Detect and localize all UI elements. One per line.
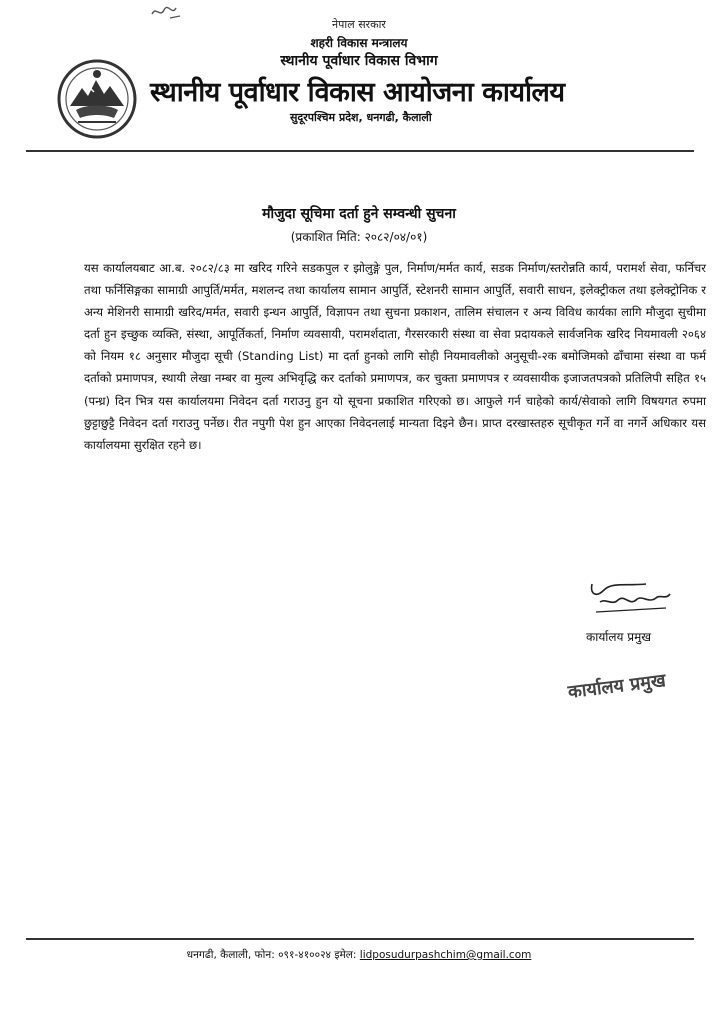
government-name: नेपाल सरकार — [332, 18, 386, 31]
published-date: (प्रकाशित मिति: २०८२/०४/०१) — [290, 230, 428, 244]
office-name: स्थानीय पूर्वाधार विकास आयोजना कार्यालय — [150, 77, 565, 108]
nepal-emblem-icon — [56, 58, 138, 140]
signatory-title: कार्यालय प्रमुख — [586, 630, 652, 644]
office-address: सुदूरपश्चिम प्रदेश, धनगढी, कैलाली — [290, 111, 432, 124]
footer-divider — [26, 938, 694, 940]
department-name: स्थानीय पूर्वाधार विकास विभाग — [280, 53, 438, 69]
header-divider — [26, 150, 694, 152]
footer-contact — [0, 948, 718, 962]
office-head-stamp: कार्यालय प्रमुख — [566, 670, 667, 703]
notice-title: मौजुदा सूचिमा दर्ता हुने सम्वन्धी सुचना — [262, 206, 456, 222]
notice-body: यस कार्यालयबाट आ.ब. २०८२/८३ मा खरिद गरिने सडकपुल र झोलुङ्गे पुल, निर्माण/मर्मत कार्य, सडक निर्माण/स्तरोन्नति कार्य, परामर्श सेवा, फर्निचर तथा फर्निसिङ्गका सामाग्री आपुर्ति/मर्मत, मशलन्द तथा कार्यालय सामान आपुर्ति, स्टेशनरी सामान आपुर्ति, सवारी साधन, इलेक्ट्रीकल तथा इलेक्ट्रोनिक र अन्य मेशिनरी सामाग्री खरिद/मर्मत, सवारी इन्धन आपुर्ति, विज्ञापन तथा सुचना प्रकाशन, तालिम संचालन र अन्य विविध कार्यका लागि मौजुदा सुचीमा दर्ता हुन इच्छुक व्यक्ति, संस्था, आपूर्तिकर्ता, निर्माण व्यवसायी, परामर्शदाता, गैरसरकारी संस्था वा सेवा प्रदायकले सार्वजनिक खरिद नियमावली २०६४ को नियम १८ अनुसार मौजुदा सूची (Standing List) मा दर्ता हुनको लागि सोही नियमावलीको अनुसूची-२क बमोजिमको ढाँचामा संस्था वा फर्म दर्ताको प्रमाणपत्र, स्थायी लेखा नम्बर वा मुल्य अभिवृद्धि कर दर्ताको प्रमाणपत्र, कर चुक्ता प्रमाणपत्र र व्यवसायीक इजाजतपत्रको प्रतिलिपी सहित १५ (पन्ध्र) दिन भित्र यस कार्यालयमा निवेदन दर्ता गराउनु हुन यो सूचना प्रकाशित गरिएको छ। आफुले गर्न चाहेको कार्य/सेवाको लागि विषयगत रुपमा छुट्टाछुट्टै निवेदन दर्ता गराउनु पर्नेछ। रीत नपुगी पेश हुन आएका निवेदनलाई मान्यता दिइने छैन। प्राप्त दरखास्तहरु सूचीकृत गर्ने वा नगर्ने अधिकार यस कार्यालयमा सुरक्षित रहने छ। — [84, 261, 706, 452]
footer-email-link[interactable]: lidposudurpashchim@gmail.com — [359, 949, 532, 961]
handwritten-signature-icon — [586, 576, 676, 620]
ministry-name: शहरी विकास मन्त्रालय — [310, 36, 408, 50]
footer-address-phone: धनगढी, कैलाली, फोन: ०९१-४१००२४ इमेल: — [186, 949, 357, 961]
